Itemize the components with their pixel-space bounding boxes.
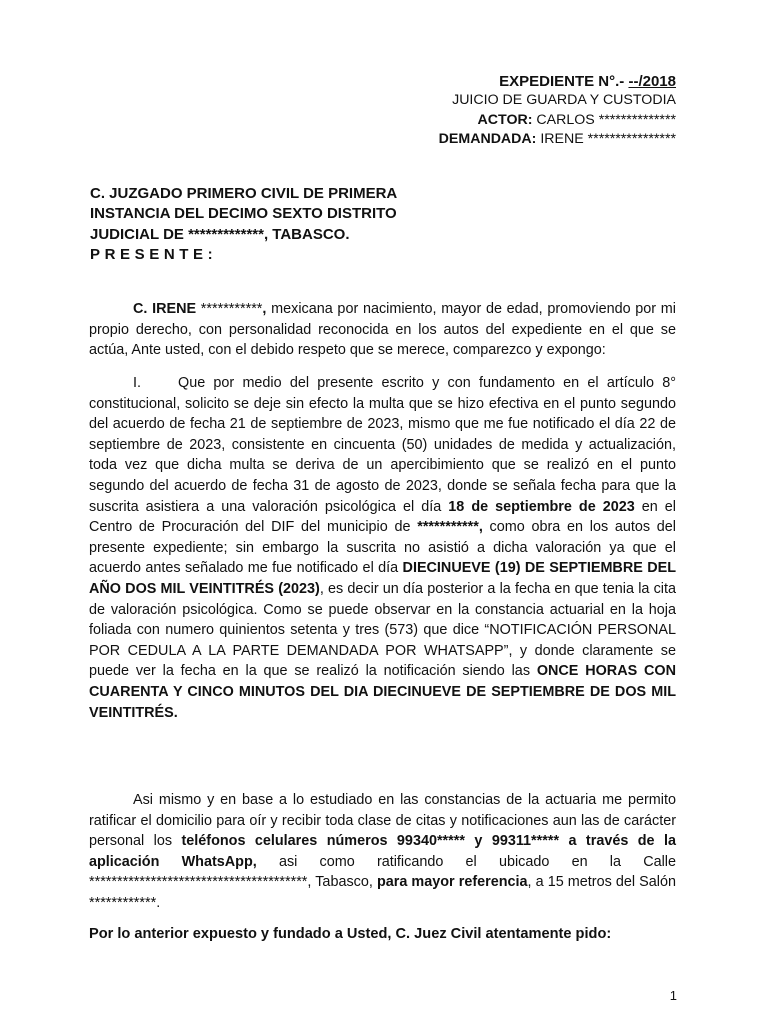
closing-line: Por lo anterior expuesto y fundado a Usted, C. Juez Civil atentamente pido: xyxy=(89,926,612,942)
expediente-label: EXPEDIENTE N°.- xyxy=(499,73,629,90)
ratification-text-3: , a 15 metros del Salón ************. xyxy=(89,874,676,911)
point-one-bold-3: DIECINUEVE (19) DE SEPTIEMBRE DEL AÑO DOS MIL VEINTITRÉS (2023) xyxy=(89,560,676,597)
demandada-label: DEMANDADA: xyxy=(438,131,537,148)
ratification-bold-2: para mayor referencia xyxy=(376,874,528,891)
point-one-bold-1: 18 de septiembre de 2023 xyxy=(448,498,635,515)
addressee-line-2: INSTANCIA DEL DECIMO SEXTO DISTRITO xyxy=(90,205,397,223)
demandada-line xyxy=(439,130,676,149)
point-one-bold-4: ONCE HORAS CON CUARENTA Y CINCO MINUTOS DEL DIA DIECINUEVE DE SEPTIEMBRE DE DOS MIL VEINTITRÉS. xyxy=(89,663,676,721)
point-one-text-4: , es decir un día posterior a la fecha en que tenia la cita de valoración psicológica. Como se puede observar en la constancia actuarial en la hoja foliada con numero quinientos setenta y tres (573) que dice “NOTIFICACIÓN PERSONAL POR CEDULA A LA PARTE DEMANDADA POR WHATSAPP”, y donde claramente se puede ver la fecha en la que se realizó la notificación siendo las xyxy=(89,580,676,680)
actor-line xyxy=(439,111,676,130)
point-one-text-3: como obra en los autos del presente expediente; sin embargo la suscrita no asistió a dicha valoración ya que el acuerdo antes señalado me fue notificado el día xyxy=(89,519,677,577)
promovente-comma: , xyxy=(262,301,267,317)
demandada-name: IRENE **************** xyxy=(536,131,676,148)
page-number: 1 xyxy=(669,988,677,1003)
promovente-name: C. IRENE xyxy=(133,301,197,317)
presente-line: PRESENTE: xyxy=(90,246,218,264)
roman-numeral: I. xyxy=(133,375,141,391)
ratification-text-1: Asi mismo y en base a lo estudiado en las constancias de la actuaria me permito ratificar el domicilio para oír y recibir toda clase de citas y notificaciones aun las de carácter personal los xyxy=(89,792,676,850)
point-one-paragraph xyxy=(89,373,676,723)
addressee-block xyxy=(90,184,690,266)
addressee-line-3: JUDICIAL DE *************, TABASCO. xyxy=(90,225,350,243)
point-one-text-2: en el Centro de Procuración del DIF del municipio de xyxy=(89,498,676,536)
expediente-line xyxy=(439,72,676,91)
ratification-paragraph xyxy=(89,790,676,914)
actor-name: CARLOS ************** xyxy=(532,111,676,128)
intro-paragraph xyxy=(89,299,676,361)
ratification-bold-1: teléfonos celulares números 99340***** y 99311***** a través de la aplicación WhatsApp, xyxy=(89,833,676,870)
ratification-text-2: asi como ratificando el ubicado en la Calle ***************************************, Tabasco, xyxy=(89,853,676,891)
case-header xyxy=(439,72,676,150)
addressee-line-1: C. JUZGADO PRIMERO CIVIL DE PRIMERA xyxy=(90,185,398,202)
expediente-number: --/2018 xyxy=(628,73,676,90)
promovente-stars: *********** xyxy=(196,301,263,317)
intro-text: mexicana por nacimiento, mayor de edad, promoviendo por mi propio derecho, con personalidad reconocida en los autos del expediente en el que se actúa, Ante usted, con el debido respeto que se merece, comparezco y expongo: xyxy=(89,301,676,359)
juicio-line: JUICIO DE GUARDA Y CUSTODIA xyxy=(452,92,676,109)
point-one-bold-2: ***********, xyxy=(417,519,483,536)
actor-label: ACTOR: xyxy=(477,111,533,128)
point-one-text-1: Que por medio del presente escrito y con fundamento en el artículo 8° constitucional, solicito se deje sin efecto la multa que se hizo efectiva en el punto segundo del acuerdo de fecha 21 de septiembre de 2023, mismo que me fue notificado el día 22 de septiembre de 2023, consistente en cincuenta (50) unidades de medida y actualización, toda vez que dicha multa se deriva de un apercibimiento que se realizó en el punto segundo del acuerdo de fecha 31 de agosto de 2023, donde se señala fecha para que la suscrita asistiera a una valoración psicológica el día xyxy=(89,375,676,515)
